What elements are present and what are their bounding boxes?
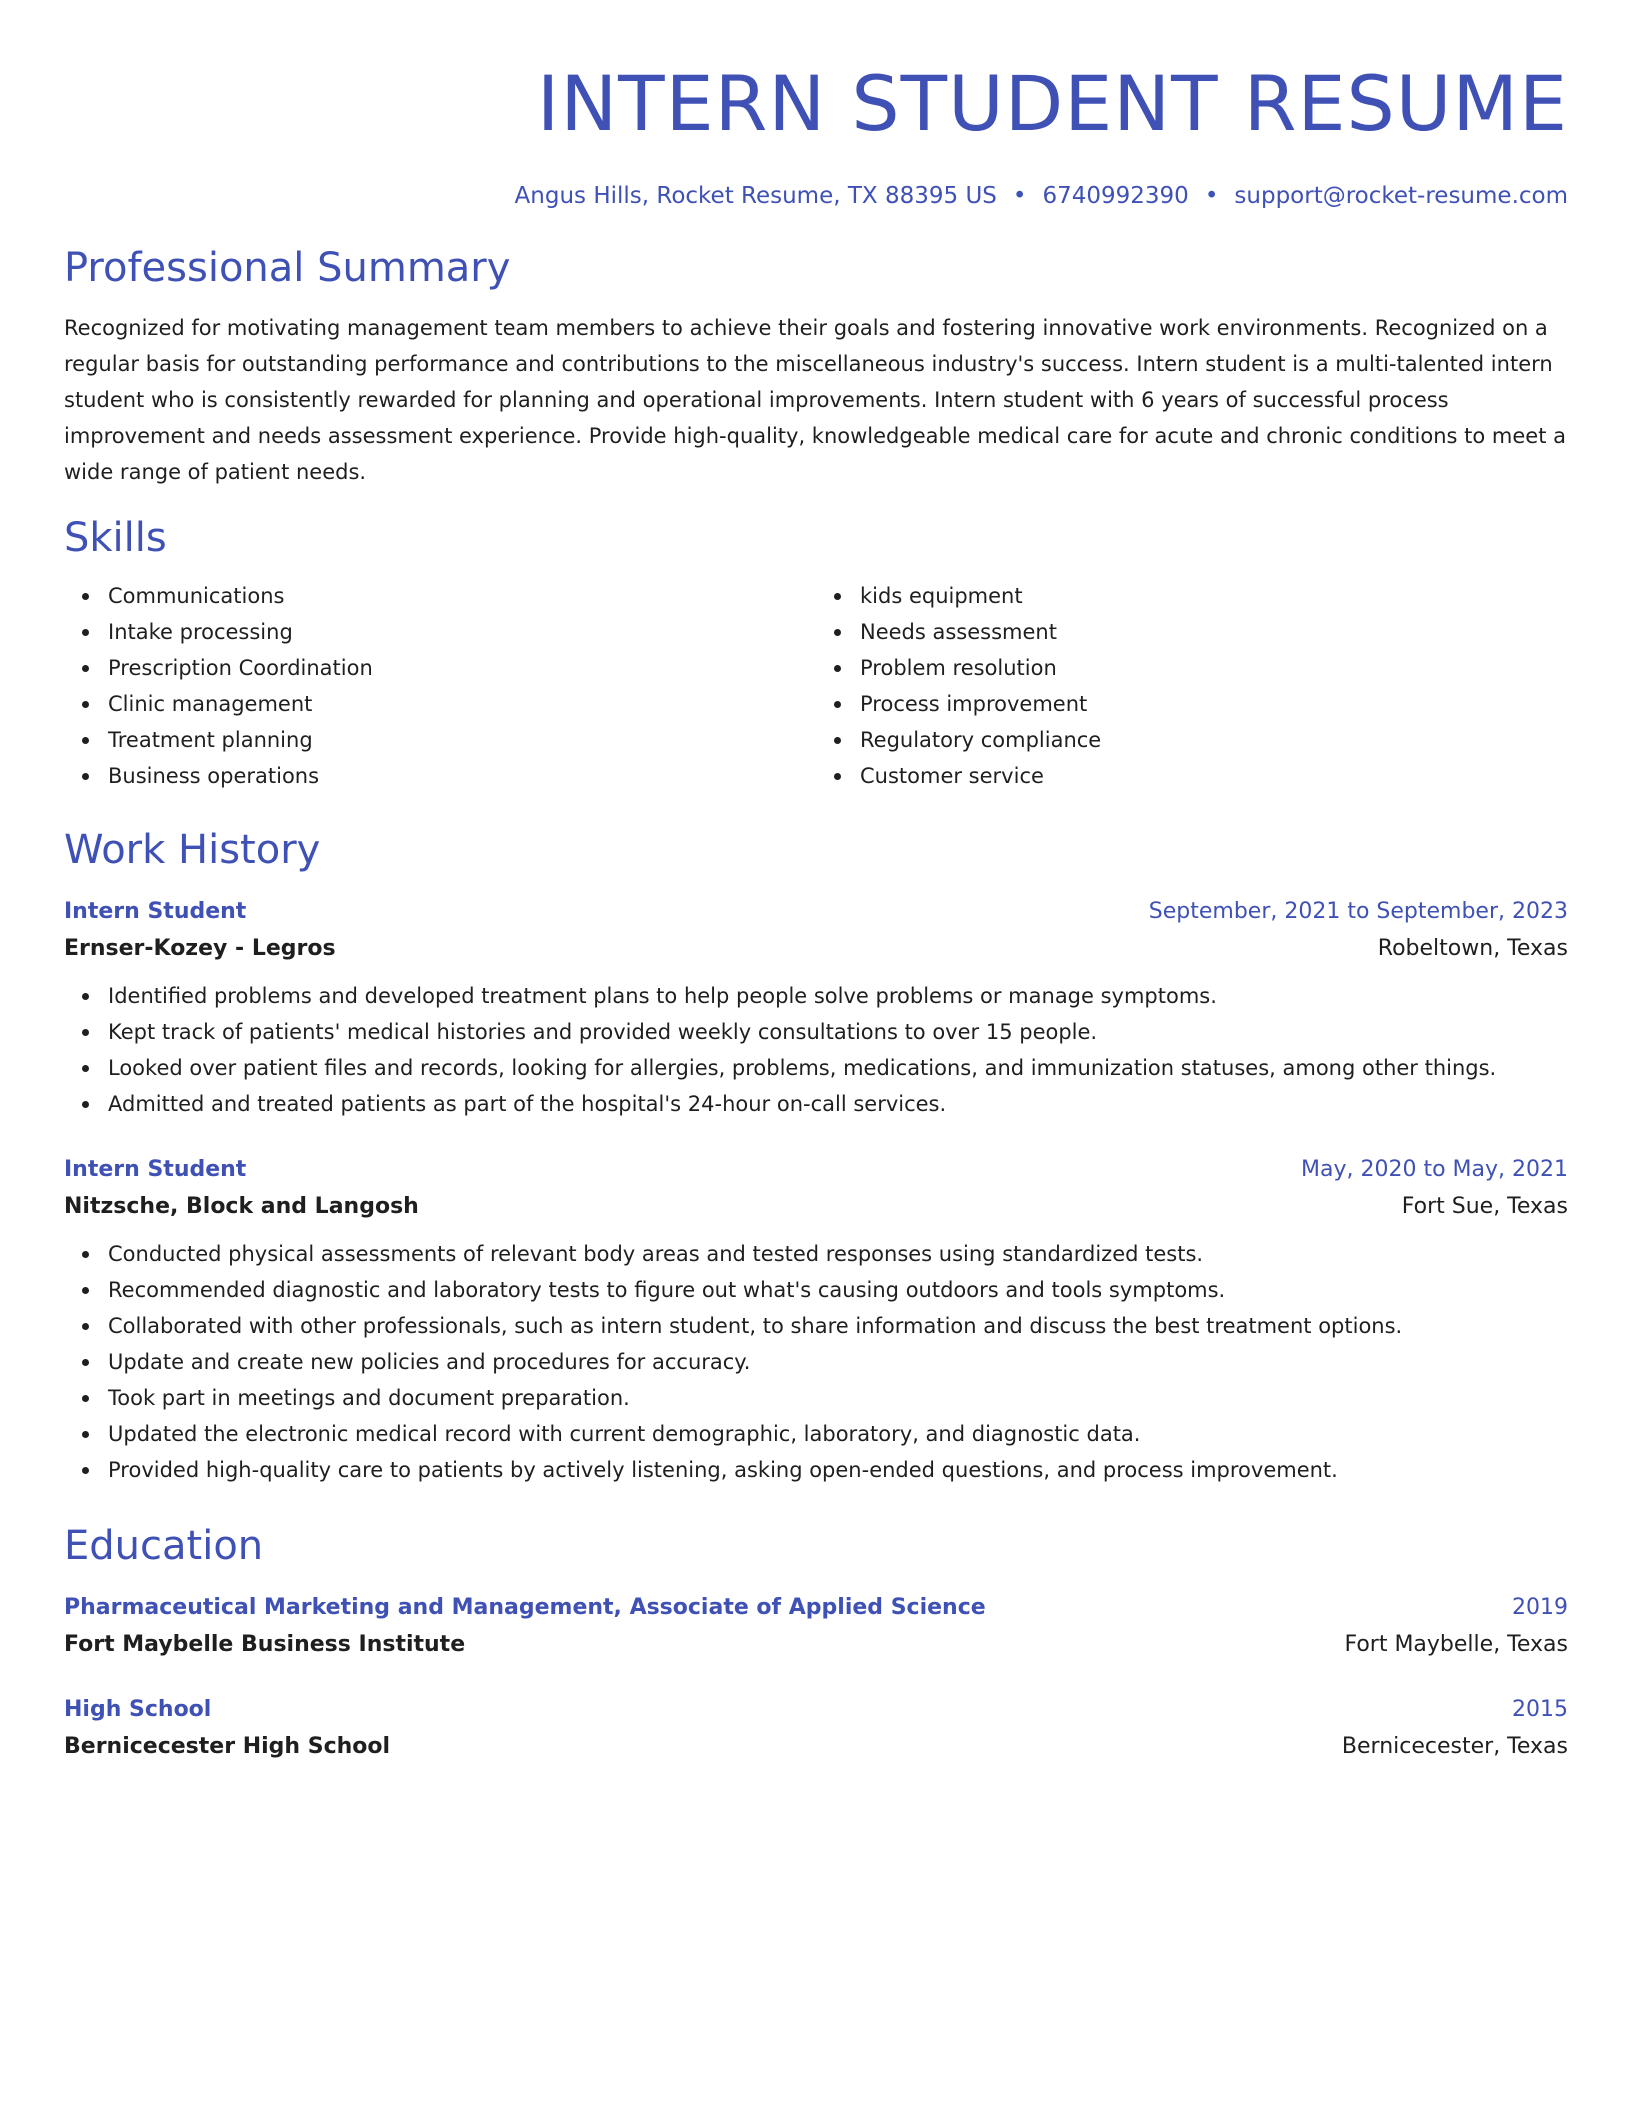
- education-degree: Pharmaceutical Marketing and Management, Associate of Applied Science: [64, 1595, 986, 1620]
- education-year: 2015: [1512, 1697, 1568, 1722]
- skill-item: Customer service: [860, 758, 1568, 794]
- resume-title: INTERN STUDENT RESUME: [536, 59, 1568, 148]
- skills-section: [64, 512, 1568, 794]
- skill-item: Regulatory compliance: [860, 722, 1568, 758]
- contact-email: support@rocket-resume.com: [1234, 183, 1568, 209]
- education-year: 2019: [1512, 1595, 1568, 1620]
- education-header-row: [64, 1692, 1568, 1728]
- job-bullets: [64, 1236, 1568, 1488]
- education-location: Bernicecester, Texas: [1341, 1734, 1568, 1759]
- job-bullets: [64, 978, 1568, 1122]
- job-bullet: Took part in meetings and document preparation.: [108, 1380, 1568, 1416]
- section-title-education: Education: [64, 1523, 264, 1569]
- job-bullet: Conducted physical assessments of relevant body areas and tested responses using standardized tests.: [108, 1236, 1568, 1272]
- skill-item: Business operations: [108, 758, 816, 794]
- job-header-row: [64, 894, 1568, 930]
- summary-section: [64, 242, 1568, 490]
- skills-column-left: [64, 578, 816, 794]
- job-company: Nitzsche, Block and Langosh: [64, 1194, 419, 1219]
- job-bullet: Kept track of patients' medical histories and provided weekly consultations to over 15 people.: [108, 1014, 1568, 1050]
- job-bullet: Admitted and treated patients as part of the hospital's 24-hour on-call services.: [108, 1086, 1568, 1122]
- education-school-row: [64, 1626, 1568, 1664]
- skill-item: Process improvement: [860, 686, 1568, 722]
- education-school: Bernicecester High School: [64, 1734, 391, 1759]
- contact-line: [64, 180, 1568, 212]
- job-location: Robeltown, Texas: [1377, 936, 1568, 961]
- skill-item: Problem resolution: [860, 650, 1568, 686]
- contact-phone: 6740992390: [1042, 183, 1189, 209]
- skill-item: Intake processing: [108, 614, 816, 650]
- job-dates: May, 2020 to May, 2021: [1301, 1157, 1568, 1182]
- job-bullet: Recommended diagnostic and laboratory tests to figure out what's causing outdoors and tools symptoms.: [108, 1272, 1568, 1308]
- job-header-row: [64, 1152, 1568, 1188]
- education-section: [64, 1520, 1568, 1766]
- section-title-work-history: Work History: [64, 827, 321, 873]
- job-role: Intern Student: [64, 899, 247, 924]
- job-bullet: Update and create new policies and procedures for accuracy.: [108, 1344, 1568, 1380]
- resume-header: [64, 56, 1568, 212]
- job-role: Intern Student: [64, 1157, 247, 1182]
- contact-separator: •: [1204, 183, 1219, 209]
- skill-item: Treatment planning: [108, 722, 816, 758]
- education-school: Fort Maybelle Business Institute: [64, 1632, 466, 1657]
- work-history-section: [64, 824, 1568, 1488]
- job-bullet: Collaborated with other professionals, such as intern student, to share information and discuss the best treatment options.: [108, 1308, 1568, 1344]
- section-title-skills: Skills: [64, 515, 167, 561]
- summary-text: Recognized for motivating management team members to achieve their goals and fostering innovative work environments. Recognized on a regular basis for outstanding performance and contributions to the miscellaneous industry's success. Intern student is a multi-talented intern student who is consistently rewarded for planning and operational improvements. Intern student with 6 years of successful process improvement and needs assessment experience. Provide high-quality, knowledgeable medical care for acute and chronic conditions to meet a wide range of patient needs.: [64, 316, 1566, 484]
- job-location: Fort Sue, Texas: [1401, 1194, 1568, 1219]
- education-entry: [64, 1692, 1568, 1766]
- education-degree: High School: [64, 1697, 212, 1722]
- skill-item: Clinic management: [108, 686, 816, 722]
- job-bullet: Identified problems and developed treatment plans to help people solve problems or manage symptoms.: [108, 978, 1568, 1014]
- job-company: Ernser-Kozey - Legros: [64, 936, 336, 961]
- job-dates: September, 2021 to September, 2023: [1148, 899, 1568, 924]
- skill-item: Communications: [108, 578, 816, 614]
- section-title-summary: Professional Summary: [64, 245, 511, 291]
- education-school-row: [64, 1728, 1568, 1766]
- job-entry: [64, 894, 1568, 1122]
- job-company-row: [64, 1188, 1568, 1226]
- job-company-row: [64, 930, 1568, 968]
- job-bullet: Provided high-quality care to patients by actively listening, asking open-ended questions, and process improvement.: [108, 1452, 1568, 1488]
- education-entry: [64, 1590, 1568, 1664]
- job-bullet: Looked over patient files and records, looking for allergies, problems, medications, and immunization statuses, among other things.: [108, 1050, 1568, 1086]
- job-bullet: Updated the electronic medical record with current demographic, laboratory, and diagnostic data.: [108, 1416, 1568, 1452]
- contact-address: Angus Hills, Rocket Resume, TX 88395 US: [514, 183, 997, 209]
- education-location: Fort Maybelle, Texas: [1344, 1632, 1568, 1657]
- job-entry: [64, 1152, 1568, 1488]
- skill-item: Needs assessment: [860, 614, 1568, 650]
- skills-list: [64, 578, 1568, 794]
- skill-item: kids equipment: [860, 578, 1568, 614]
- contact-separator: •: [1012, 183, 1027, 209]
- skills-column-right: [816, 578, 1568, 794]
- skill-item: Prescription Coordination: [108, 650, 816, 686]
- education-header-row: [64, 1590, 1568, 1626]
